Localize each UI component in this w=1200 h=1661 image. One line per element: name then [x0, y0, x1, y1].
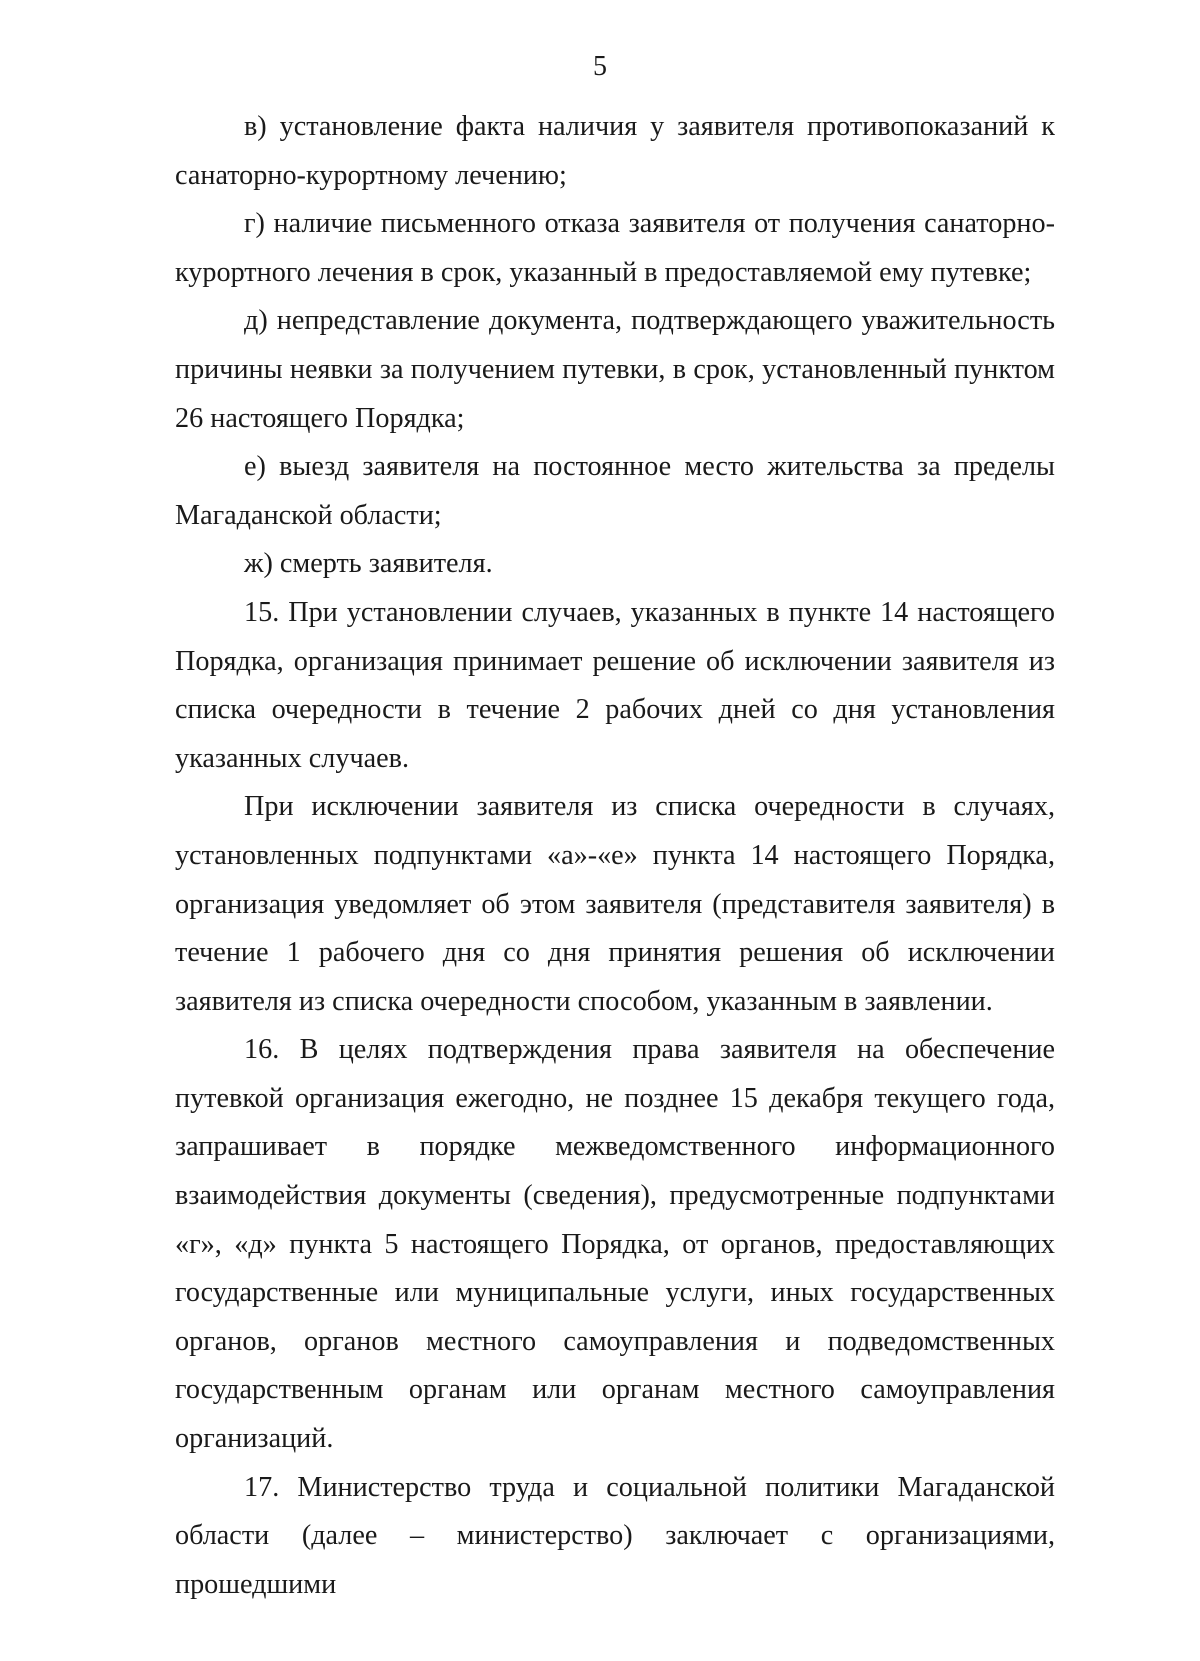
paragraph-14e: е) выезд заявителя на постоянное место жительства за пределы Магаданской области; [175, 451, 1055, 531]
paragraph-14g: г) наличие письменного отказа заявителя от получения санаторно-курортного лечения в срок, указанный в предоставляемой ему путевке; [175, 208, 1055, 288]
paragraph-15-exclusion: При исключении заявителя из списка очередности в случаях, установленных подпунктами «а»-«е» пункта 14 настоящего Порядка, организация уведомляет об этом заявителя (представителя заявителя) в течение 1 рабочего дня со дня принятия решения об исключении заявителя из списка очередности способом, указанным в заявлении. [175, 791, 1055, 1017]
paragraph-14v: в) установление факта наличия у заявителя противопоказаний к санаторно-курортному лечению; [175, 111, 1055, 191]
paragraph-14zh: ж) смерть заявителя. [244, 548, 493, 580]
paragraph-16: 16. В целях подтверждения права заявителя на обеспечение путевкой организация ежегодно, не позднее 15 декабря текущего года, запрашивает в порядке межведомственного информационного взаимодействия документы (сведения), предусмотренные подпунктами «г», «д» пункта 5 настоящего Порядка, от органов, предоставляющих государственные или муниципальные услуги, иных государственных органов, органов местного самоуправления и подведомственных государственным органам или органам местного самоуправления организаций. [175, 1034, 1055, 1455]
paragraph-15: 15. При установлении случаев, указанных в пункте 14 настоящего Порядка, организация принимает решение об исключении заявителя из списка очередности в течение 2 рабочих дней со дня установления указанных случаев. [175, 596, 1055, 774]
paragraph-17: 17. Министерство труда и социальной политики Магаданской области (далее – министерство) заключает с организациями, прошедшими [175, 1471, 1055, 1600]
page-number: 5 [593, 51, 607, 82]
document-body [175, 103, 1055, 1609]
paragraph-14d: д) непредставление документа, подтверждающего уважительность причины неявки за получением путевки, в срок, установленный пунктом 26 настоящего Порядка; [175, 305, 1055, 434]
